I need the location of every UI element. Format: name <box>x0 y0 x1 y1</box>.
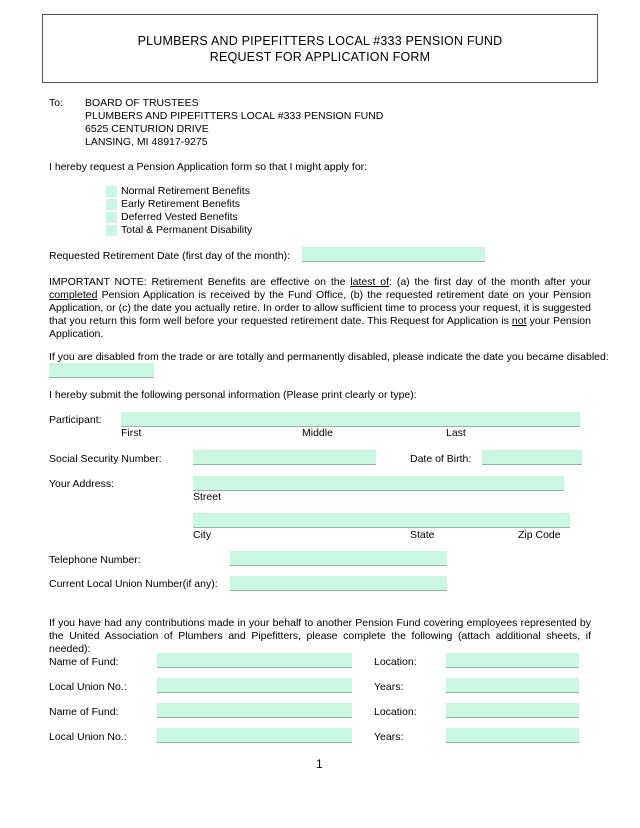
request-text: I hereby request a Pension Application form so that I might apply for: <box>49 161 368 173</box>
city-state-zip-field[interactable] <box>193 513 570 528</box>
local-union-label: Local Union No.: <box>49 731 127 743</box>
phone-field[interactable] <box>230 551 447 566</box>
street-label: Street <box>193 491 222 503</box>
disabled-date-field[interactable] <box>49 363 154 378</box>
middle-label: Middle <box>302 427 333 439</box>
address-line: LANSING, MI 48917-9275 <box>85 136 208 148</box>
location-label: Location: <box>374 706 417 718</box>
dob-field[interactable] <box>482 450 582 465</box>
participant-label: Participant: <box>49 414 102 426</box>
local-union-field[interactable] <box>157 678 352 693</box>
ssn-label: Social Security Number: <box>49 453 162 465</box>
option-label: Early Retirement Benefits <box>121 198 241 210</box>
early-retirement-checkbox[interactable] <box>106 199 117 210</box>
first-label: First <box>121 427 142 439</box>
form-title: REQUEST FOR APPLICATION FORM <box>209 50 431 64</box>
years-label: Years: <box>374 681 404 693</box>
local-union-field[interactable] <box>157 728 352 743</box>
local-union-label: Local Union No.: <box>49 681 127 693</box>
normal-retirement-checkbox[interactable] <box>106 186 117 197</box>
zip-label: Zip Code <box>518 529 561 541</box>
fund-name-label: Name of Fund: <box>49 656 119 668</box>
retirement-date-label: Requested Retirement Date (first day of the month): <box>49 250 291 262</box>
option-label: Normal Retirement Benefits <box>121 185 250 197</box>
state-label: State <box>410 529 435 541</box>
union-label: Current Local Union Number(if any): <box>49 578 218 590</box>
form-header <box>42 14 598 83</box>
contributions-text: If you have had any contributions made in your behalf to another Pension Fund covering employees represented by the United Association of Plumbers and Pipefitters, please complete the following (attach additional sheets, if needed): <box>49 617 591 655</box>
dob-label: Date of Birth: <box>410 453 472 465</box>
fund-title: PLUMBERS AND PIPEFITTERS LOCAL #333 PENSION FUND <box>137 34 503 48</box>
address-label: Your Address: <box>49 478 114 490</box>
important-note: IMPORTANT NOTE: Retirement Benefits are effective on the latest of: (a) the first day of the month after your completed Pension Application is received by the Fund Office, (b) the requested retirement date on your Pension Application, or (c) the date you actually retire. In order to allow sufficient time to process your request, it is suggested that you return this form well before your requested retirement date. This Request for Application is not your Pension Application. <box>49 276 591 340</box>
disabled-text: If you are disabled from the trade or are totally and permanently disabled, please indicate the date you became disabled: <box>49 351 609 363</box>
retirement-date-field[interactable] <box>302 247 485 262</box>
ssn-field[interactable] <box>193 450 376 465</box>
fund-name-field[interactable] <box>157 703 352 718</box>
disability-checkbox[interactable] <box>106 225 117 236</box>
location-label: Location: <box>374 656 417 668</box>
union-number-field[interactable] <box>230 576 447 591</box>
deferred-vested-checkbox[interactable] <box>106 212 117 223</box>
address-line: BOARD OF TRUSTEES <box>85 97 199 109</box>
address-line: PLUMBERS AND PIPEFITTERS LOCAL #333 PENSION FUND <box>85 110 384 122</box>
years-field[interactable] <box>446 678 579 693</box>
option-label: Deferred Vested Benefits <box>121 211 238 223</box>
location-field[interactable] <box>446 703 579 718</box>
fund-name-label: Name of Fund: <box>49 706 119 718</box>
city-label: City <box>193 529 212 541</box>
page-number: 1 <box>316 757 323 771</box>
location-field[interactable] <box>446 653 579 668</box>
personal-info-text: I hereby submit the following personal information (Please print clearly or type): <box>49 389 417 401</box>
street-field[interactable] <box>193 476 564 491</box>
years-label: Years: <box>374 731 404 743</box>
phone-label: Telephone Number: <box>49 554 141 566</box>
to-label: To: <box>49 97 64 109</box>
address-line: 6525 CENTURION DRIVE <box>85 123 209 135</box>
years-field[interactable] <box>446 728 579 743</box>
fund-name-field[interactable] <box>157 653 352 668</box>
participant-name-field[interactable] <box>121 412 580 427</box>
last-label: Last <box>446 427 466 439</box>
option-label: Total & Permanent Disability <box>121 224 253 236</box>
